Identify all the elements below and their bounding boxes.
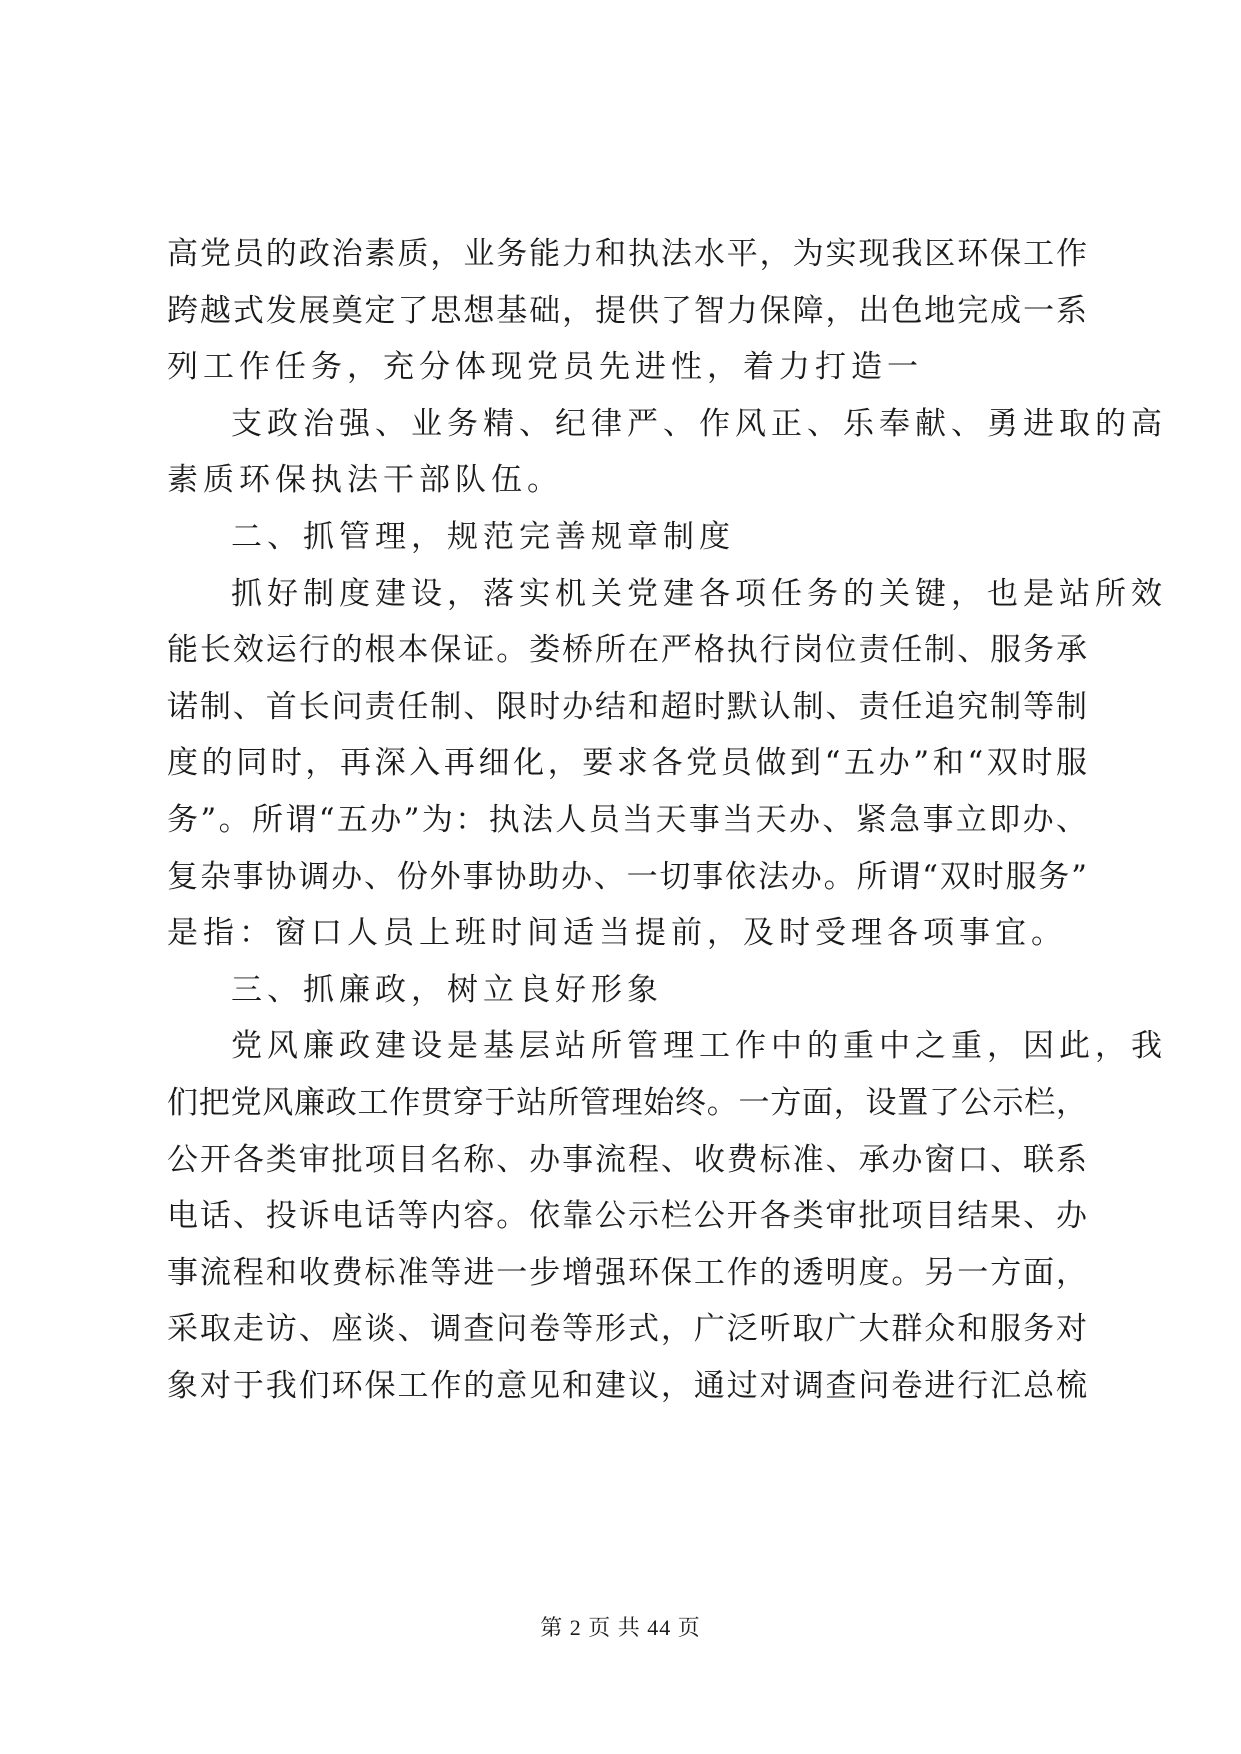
text-line: 跨越式发展奠定了思想基础，提供了智力保障，出色地完成一系 xyxy=(167,292,1087,329)
text-line: 采取走访、座谈、调查问卷等形式，广泛听取广大群众和服务对 xyxy=(167,1311,1087,1348)
section-heading-integrity: 三、抓廉政，树立良好形象 xyxy=(231,971,663,1008)
text-line: 能长效运行的根本保证。娄桥所在严格执行岗位责任制、服务承 xyxy=(167,632,1087,669)
text-line: 务”。所谓“五办”为：执法人员当天事当天办、紧急事立即办、 xyxy=(167,801,1087,838)
document-body xyxy=(167,226,1167,1414)
text-line: 诺制、首长问责任制、限时办结和超时默认制、责任追究制等制 xyxy=(167,688,1087,725)
paragraph-start-line: 支政治强、业务精、纪律严、作风正、乐奉献、勇进取的高 xyxy=(231,405,1167,442)
text-line: 度的同时，再深入再细化，要求各党员做到“五办”和“双时服 xyxy=(167,745,1087,782)
text-line: 象对于我们环保工作的意见和建议，通过对调查问卷进行汇总梳 xyxy=(167,1367,1087,1404)
paragraph-start-line: 党风廉政建设是基层站所管理工作中的重中之重，因此，我 xyxy=(231,1028,1167,1065)
paragraph-start-line: 抓好制度建设，落实机关党建各项任务的关键，也是站所效 xyxy=(231,575,1167,612)
text-line: 电话、投诉电话等内容。依靠公示栏公开各类审批项目结果、办 xyxy=(167,1198,1087,1235)
text-line: 高党员的政治素质，业务能力和执法水平，为实现我区环保工作 xyxy=(167,236,1087,272)
text-line: 们把党风廉政工作贯穿于站所管理始终。一方面，设置了公示栏， xyxy=(167,1084,1087,1121)
text-line: 列工作任务，充分体现党员先进性，着力打造一 xyxy=(167,349,923,386)
section-heading-management: 二、抓管理，规范完善规章制度 xyxy=(231,518,735,555)
page-number-footer: 第 2 页 共 44 页 xyxy=(540,1615,701,1640)
text-line: 复杂事协调办、份外事协助办、一切事依法办。所谓“双时服务” xyxy=(167,858,1087,895)
text-line: 事流程和收费标准等进一步增强环保工作的透明度。另一方面， xyxy=(167,1254,1087,1291)
text-line: 是指：窗口人员上班时间适当提前，及时受理各项事宜。 xyxy=(167,915,1067,952)
text-line: 公开各类审批项目名称、办事流程、收费标准、承办窗口、联系 xyxy=(167,1141,1087,1178)
text-line: 素质环保执法干部队伍。 xyxy=(167,462,563,499)
